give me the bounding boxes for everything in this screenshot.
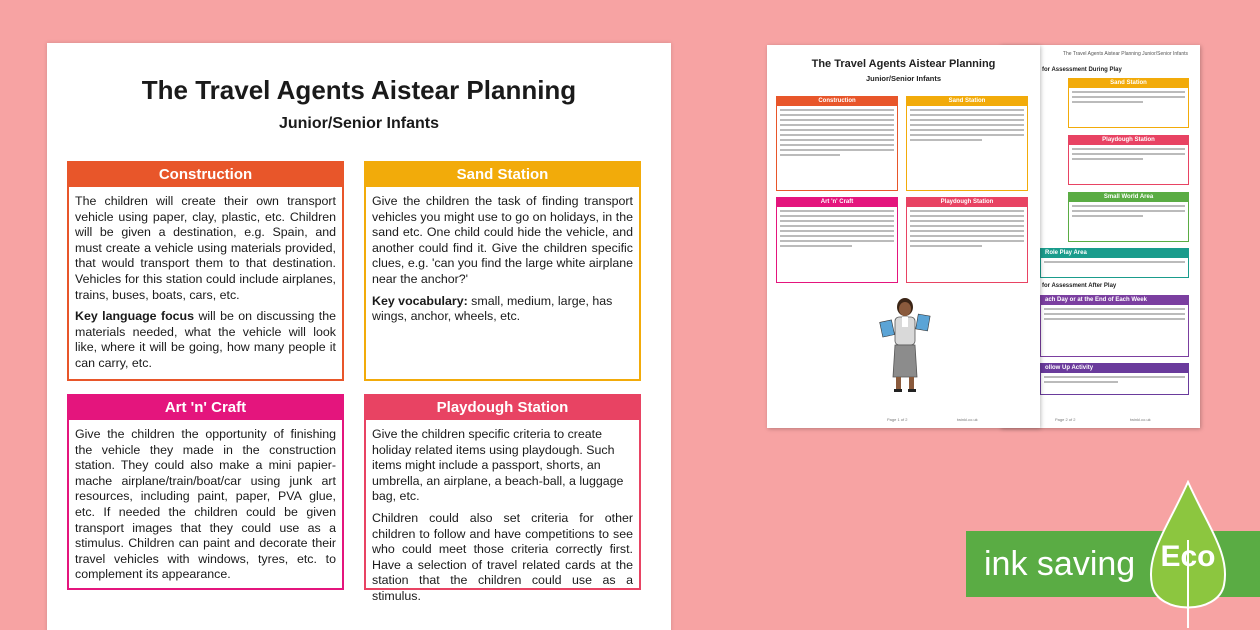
construction-text: The children will create their own transport vehicle using paper, clay, plastic, etc. Children will be given a destination, e.g. Spain, and must create a vehicle using materials provided, that would transport them to that destination. Vehicles for this station could include airplanes, trains, buses, boats, cars, etc. [75,194,336,302]
art-n-craft-text: Give the children the opportunity of finishing the vehicle they made in the construction station. They could also make a mini papier-mache airplane/train/boat/car using junk art resources, including paint, paper, PVA glue, etc. If needed the children could be given transport images that they could use as a stimulus. Children can paint and decorate their travel vehicles with windows, tyres, etc. to complement its appearance. [75,427,336,582]
thumb-back-sand: Sand Station [1068,78,1189,128]
construction-header: Construction [69,163,342,187]
main-document-page [47,43,671,630]
page-1-thumbnail [767,45,1040,428]
thumb-back-role-play: Role Play Area [1040,248,1189,278]
construction-body [69,187,342,372]
thumb-front-subtitle: Junior/Senior Infants [865,74,941,83]
thumb-front-playdough: Playdough Station [906,197,1028,283]
thumb-front-title: The Travel Agents Aistear Planning [811,58,996,70]
construction-box [67,161,344,381]
art-n-craft-header: Art 'n' Craft [69,396,342,420]
sand-station-header: Sand Station [366,163,639,187]
sand-station-box [364,161,641,381]
thumb-back-footer-page: Page 2 of 2 [1055,417,1076,422]
ink-saving-banner: ink saving [966,531,1260,597]
thumb-back-weekly: ach Day or at the End of Each Week [1040,295,1189,357]
thumb-front-art: Art 'n' Craft [776,197,898,283]
thumb-back-playdough: Playdough Station [1068,135,1189,185]
page-subtitle: Junior/Senior Infants [278,115,439,132]
thumb-front-construction: Construction [776,96,898,191]
thumb-front-footer-page: Page 1 of 2 [887,417,908,422]
thumb-back-footer-site: twinkl.co.uk [1130,417,1151,422]
sand-station-text: Give the children the task of finding transport vehicles you might use to go on holidays, in the sand etc. One child could hide the vehicle, and another could find it. Give the children specific clues, e.g. 'can you find the large white airplane near the anchor?' [372,194,633,286]
playdough-station-body [366,420,639,605]
construction-language-focus: Key language focus will be on discussing the materials needed, what the vehicle will look like, where it will be going, how many people it can carry, etc. [75,309,337,370]
thumb-front-sand: Sand Station [906,96,1028,191]
thumb-back-header: The Travel Agents Aistear Planning Junior/Senior Infants [1062,51,1188,57]
playdough-station-header: Playdough Station [366,396,639,420]
page-title: The Travel Agents Aistear Planning [141,75,577,105]
thumb-front-footer-site: twinkl.co.uk [957,417,978,422]
eco-label: Eco [1160,540,1216,573]
thumb-back-section-2: for Assessment After Play [1042,283,1117,289]
playdough-station-text-2: Children could also set criteria for other children to follow and have competitions to see who could meet those criteria correctly first. Have a selection of travel related cards at the station that the children could use as a stimulus. [372,510,633,603]
playdough-station-text: Give the children specific criteria to create holiday related items using playdough. Such items might include a passport, shorts, an umbrella, an airplane, a beach-ball, a luggage bag, etc. [372,427,624,504]
art-n-craft-body [69,420,342,583]
sand-station-body [366,187,639,325]
thumb-back-small-world: Small World Area [1068,192,1189,242]
thumb-back-follow-up: ollow Up Activity [1040,363,1189,395]
art-n-craft-box [67,394,344,590]
thumb-back-section-1: for Assessment During Play [1042,67,1122,73]
sand-station-vocabulary: Key vocabulary: small, medium, large, has wings, anchor, wheels, etc. [372,293,613,324]
travel-agent-illustration [875,297,935,397]
playdough-station-box [364,394,641,603]
